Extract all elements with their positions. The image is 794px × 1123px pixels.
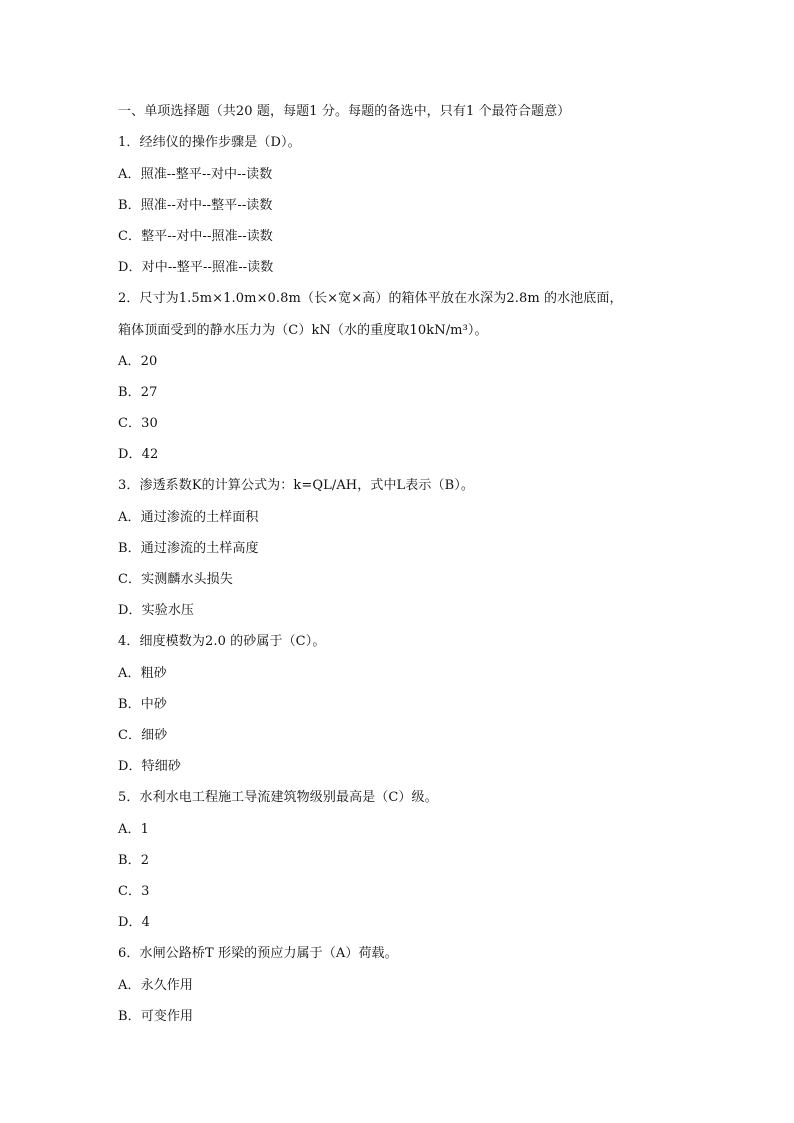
question-3-option-d: D．实验水压 bbox=[118, 603, 195, 618]
question-1-option-d: D．对中--整平--照准--读数 bbox=[118, 260, 274, 275]
question-6-option-a: A．永久作用 bbox=[118, 978, 193, 993]
question-2-option-b: B．27 bbox=[118, 385, 158, 400]
question-5-option-a: A．1 bbox=[118, 822, 149, 837]
question-4-option-d: D．特细砂 bbox=[118, 759, 181, 774]
question-5-option-b: B．2 bbox=[118, 853, 150, 868]
question-2-option-d: D．42 bbox=[118, 447, 159, 462]
question-2-stem-line-1: 2．尺寸为1.5m×1.0m×0.8m（长×宽×高）的箱体平放在水深为2.8m 的水池底面， bbox=[118, 291, 623, 306]
question-2-option-c: C．30 bbox=[118, 416, 158, 431]
question-3-option-a: A．通过渗流的土样面积 bbox=[118, 510, 259, 525]
question-4-option-a: A．粗砂 bbox=[118, 666, 167, 681]
question-2-option-a: A．20 bbox=[118, 354, 158, 369]
question-6-option-b: B．可变作用 bbox=[118, 1009, 194, 1024]
question-5-option-c: C．3 bbox=[118, 884, 150, 899]
question-1-stem: 1．经纬仪的操作步骤是（D）。 bbox=[118, 135, 301, 150]
question-6-stem: 6．水闸公路桥T 形梁的预应力属于（A）荷载。 bbox=[118, 946, 398, 961]
question-1-option-c: C．整平--对中--照准--读数 bbox=[118, 229, 273, 244]
question-2-stem-line-2: 箱体顶面受到的静水压力为（C）kN（水的重度取10kN/m³）。 bbox=[118, 323, 488, 338]
question-1-option-b: B．照准--对中--整平--读数 bbox=[118, 198, 273, 213]
question-4-option-b: B．中砂 bbox=[118, 697, 167, 712]
question-4-option-c: C．细砂 bbox=[118, 728, 168, 743]
question-4-stem: 4．细度模数为2.0 的砂属于（C）。 bbox=[118, 634, 326, 649]
question-3-stem: 3．渗透系数K的计算公式为：k=QL/AH，式中L表示（B）。 bbox=[118, 478, 474, 493]
question-3-option-b: B．通过渗流的土样高度 bbox=[118, 541, 259, 556]
question-5-stem: 5．水利水电工程施工导流建筑物级别最高是（C）级。 bbox=[118, 790, 438, 805]
question-1-option-a: A．照准--整平--对中--读数 bbox=[118, 167, 273, 182]
question-5-option-d: D．4 bbox=[118, 915, 150, 930]
question-3-option-c: C．实测麟水头损失 bbox=[118, 572, 233, 587]
section-heading: 一、单项选择题（共20 题，每题1 分。每题的备选中，只有1 个最符合题意） bbox=[118, 104, 571, 119]
